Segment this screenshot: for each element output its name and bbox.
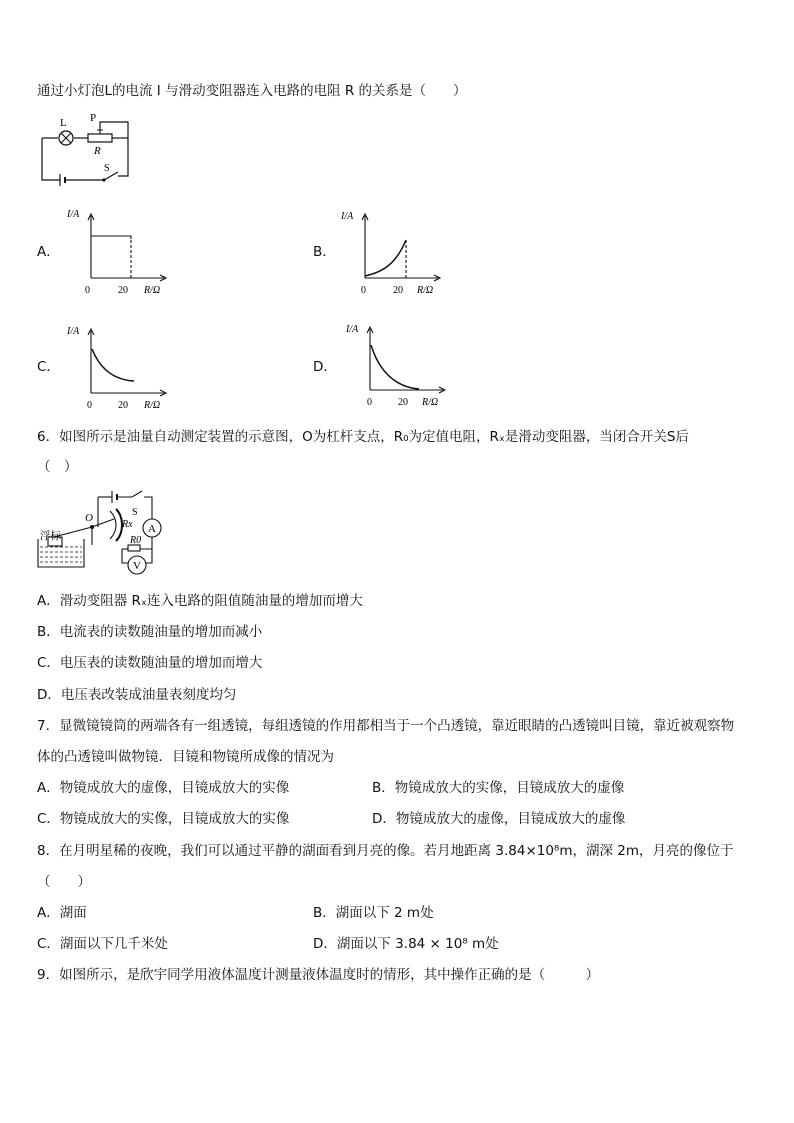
q8-option-d: D．湖面以下 3.84 × 10⁸ m处 xyxy=(313,936,499,952)
q5-graph-a xyxy=(64,206,176,298)
q9-stem: 9．如图所示，是欣宇同学用液体温度计测量液体温度时的情形，其中操作正确的是（ ） xyxy=(37,967,600,983)
graph-a-ylabel: I/A xyxy=(67,209,80,220)
label-Rx: Rx xyxy=(122,519,133,530)
q8-stem-line1: 8．在月明星稀的夜晚，我们可以通过平静的湖面看到月亮的像。若月地距离 3.84×10⁸m，湖深 2m，月亮的像位于 xyxy=(37,843,734,859)
graph-c-tick: 20 xyxy=(118,400,128,411)
voltmeter-symbol xyxy=(128,556,146,574)
graph-a-origin: 0 xyxy=(85,285,90,296)
q6-option-c: C．电压表的读数随油量的增加而增大 xyxy=(37,655,263,671)
q6-oil-gauge-diagram xyxy=(36,487,170,579)
q5-option-a-letter: A． xyxy=(37,244,60,260)
graph-b-xlabel: R/Ω xyxy=(417,285,434,296)
graph-d-tick: 20 xyxy=(398,397,408,408)
svg-text:A: A xyxy=(148,523,156,535)
graph-d-xlabel: R/Ω xyxy=(422,397,439,408)
q6-stem-line1: 6．如图所示是油量自动测定装置的示意图，O为杠杆支点，R₀为定值电阻，Rₓ是滑动变阻器，当闭合开关S后 xyxy=(37,429,689,445)
q6-option-d: D．电压表改装成油量表刻度均匀 xyxy=(37,687,237,703)
graph-b-tick: 20 xyxy=(393,285,403,296)
q8-option-b: B．湖面以下 2 m处 xyxy=(313,905,434,921)
q6-option-b: B．电流表的读数随油量的增加而减小 xyxy=(37,624,263,640)
q8-option-c: C．湖面以下几千米处 xyxy=(37,936,168,952)
q7-option-d: D．物镜成放大的虚像，目镜成放大的虚像 xyxy=(372,811,626,827)
q8-option-a: A．湖面 xyxy=(37,905,87,921)
q8-stem-line2: （ ） xyxy=(37,874,91,890)
q6-option-a: A．滑动变阻器 Rₓ连入电路的阻值随油量的增加而增大 xyxy=(37,593,363,609)
q5-circuit-diagram xyxy=(38,112,134,188)
graph-a-tick: 20 xyxy=(118,285,128,296)
graph-c-ylabel: I/A xyxy=(67,326,80,337)
q7-option-a: A．物镜成放大的虚像，目镜成放大的实像 xyxy=(37,780,290,796)
graph-a-xlabel: R/Ω xyxy=(144,285,161,296)
label-R0: R0 xyxy=(130,535,142,546)
label-R: R xyxy=(94,145,101,157)
q7-option-c: C．物镜成放大的实像，目镜成放大的实像 xyxy=(37,811,290,827)
ammeter-symbol xyxy=(143,519,161,537)
q5-option-c-letter: C． xyxy=(37,359,60,375)
graph-d-ylabel: I/A xyxy=(346,324,359,335)
graph-c-xlabel: R/Ω xyxy=(144,400,161,411)
graph-d-origin: 0 xyxy=(367,397,372,408)
label-S: S xyxy=(104,163,110,174)
lamp-symbol xyxy=(59,131,73,145)
graph-c-origin: 0 xyxy=(87,400,92,411)
graph-b-origin: 0 xyxy=(361,285,366,296)
label-float: 浮标 xyxy=(40,531,61,542)
svg-text:V: V xyxy=(133,560,141,572)
label-L: L xyxy=(60,117,67,129)
q5-graph-c xyxy=(64,323,176,415)
q7-stem-line1: 7．显微镜镜筒的两端各有一组透镜，每组透镜的作用都相当于一个凸透镜，靠近眼睛的凸透镜叫目镜，靠近被观察物 xyxy=(37,718,735,734)
q7-option-b: B．物镜成放大的实像，目镜成放大的虚像 xyxy=(372,780,625,796)
q5-option-d-letter: D． xyxy=(313,359,337,375)
label-S6: S xyxy=(132,507,138,518)
q6-stem-line2: （ ） xyxy=(37,459,78,475)
label-O: O xyxy=(85,512,93,524)
graph-b-ylabel: I/A xyxy=(341,211,354,222)
q7-stem-line2: 体的凸透镜叫做物镜．目镜和物镜所成像的情况为 xyxy=(37,749,334,765)
q5-graph-d xyxy=(343,323,455,415)
q5-graph-b xyxy=(338,208,450,300)
q5-stem: 通过小灯泡L的电流 I 与滑动变阻器连入电路的电阻 R 的关系是（ ） xyxy=(37,83,467,99)
label-P: P xyxy=(90,112,97,124)
q5-option-b-letter: B． xyxy=(313,244,336,260)
